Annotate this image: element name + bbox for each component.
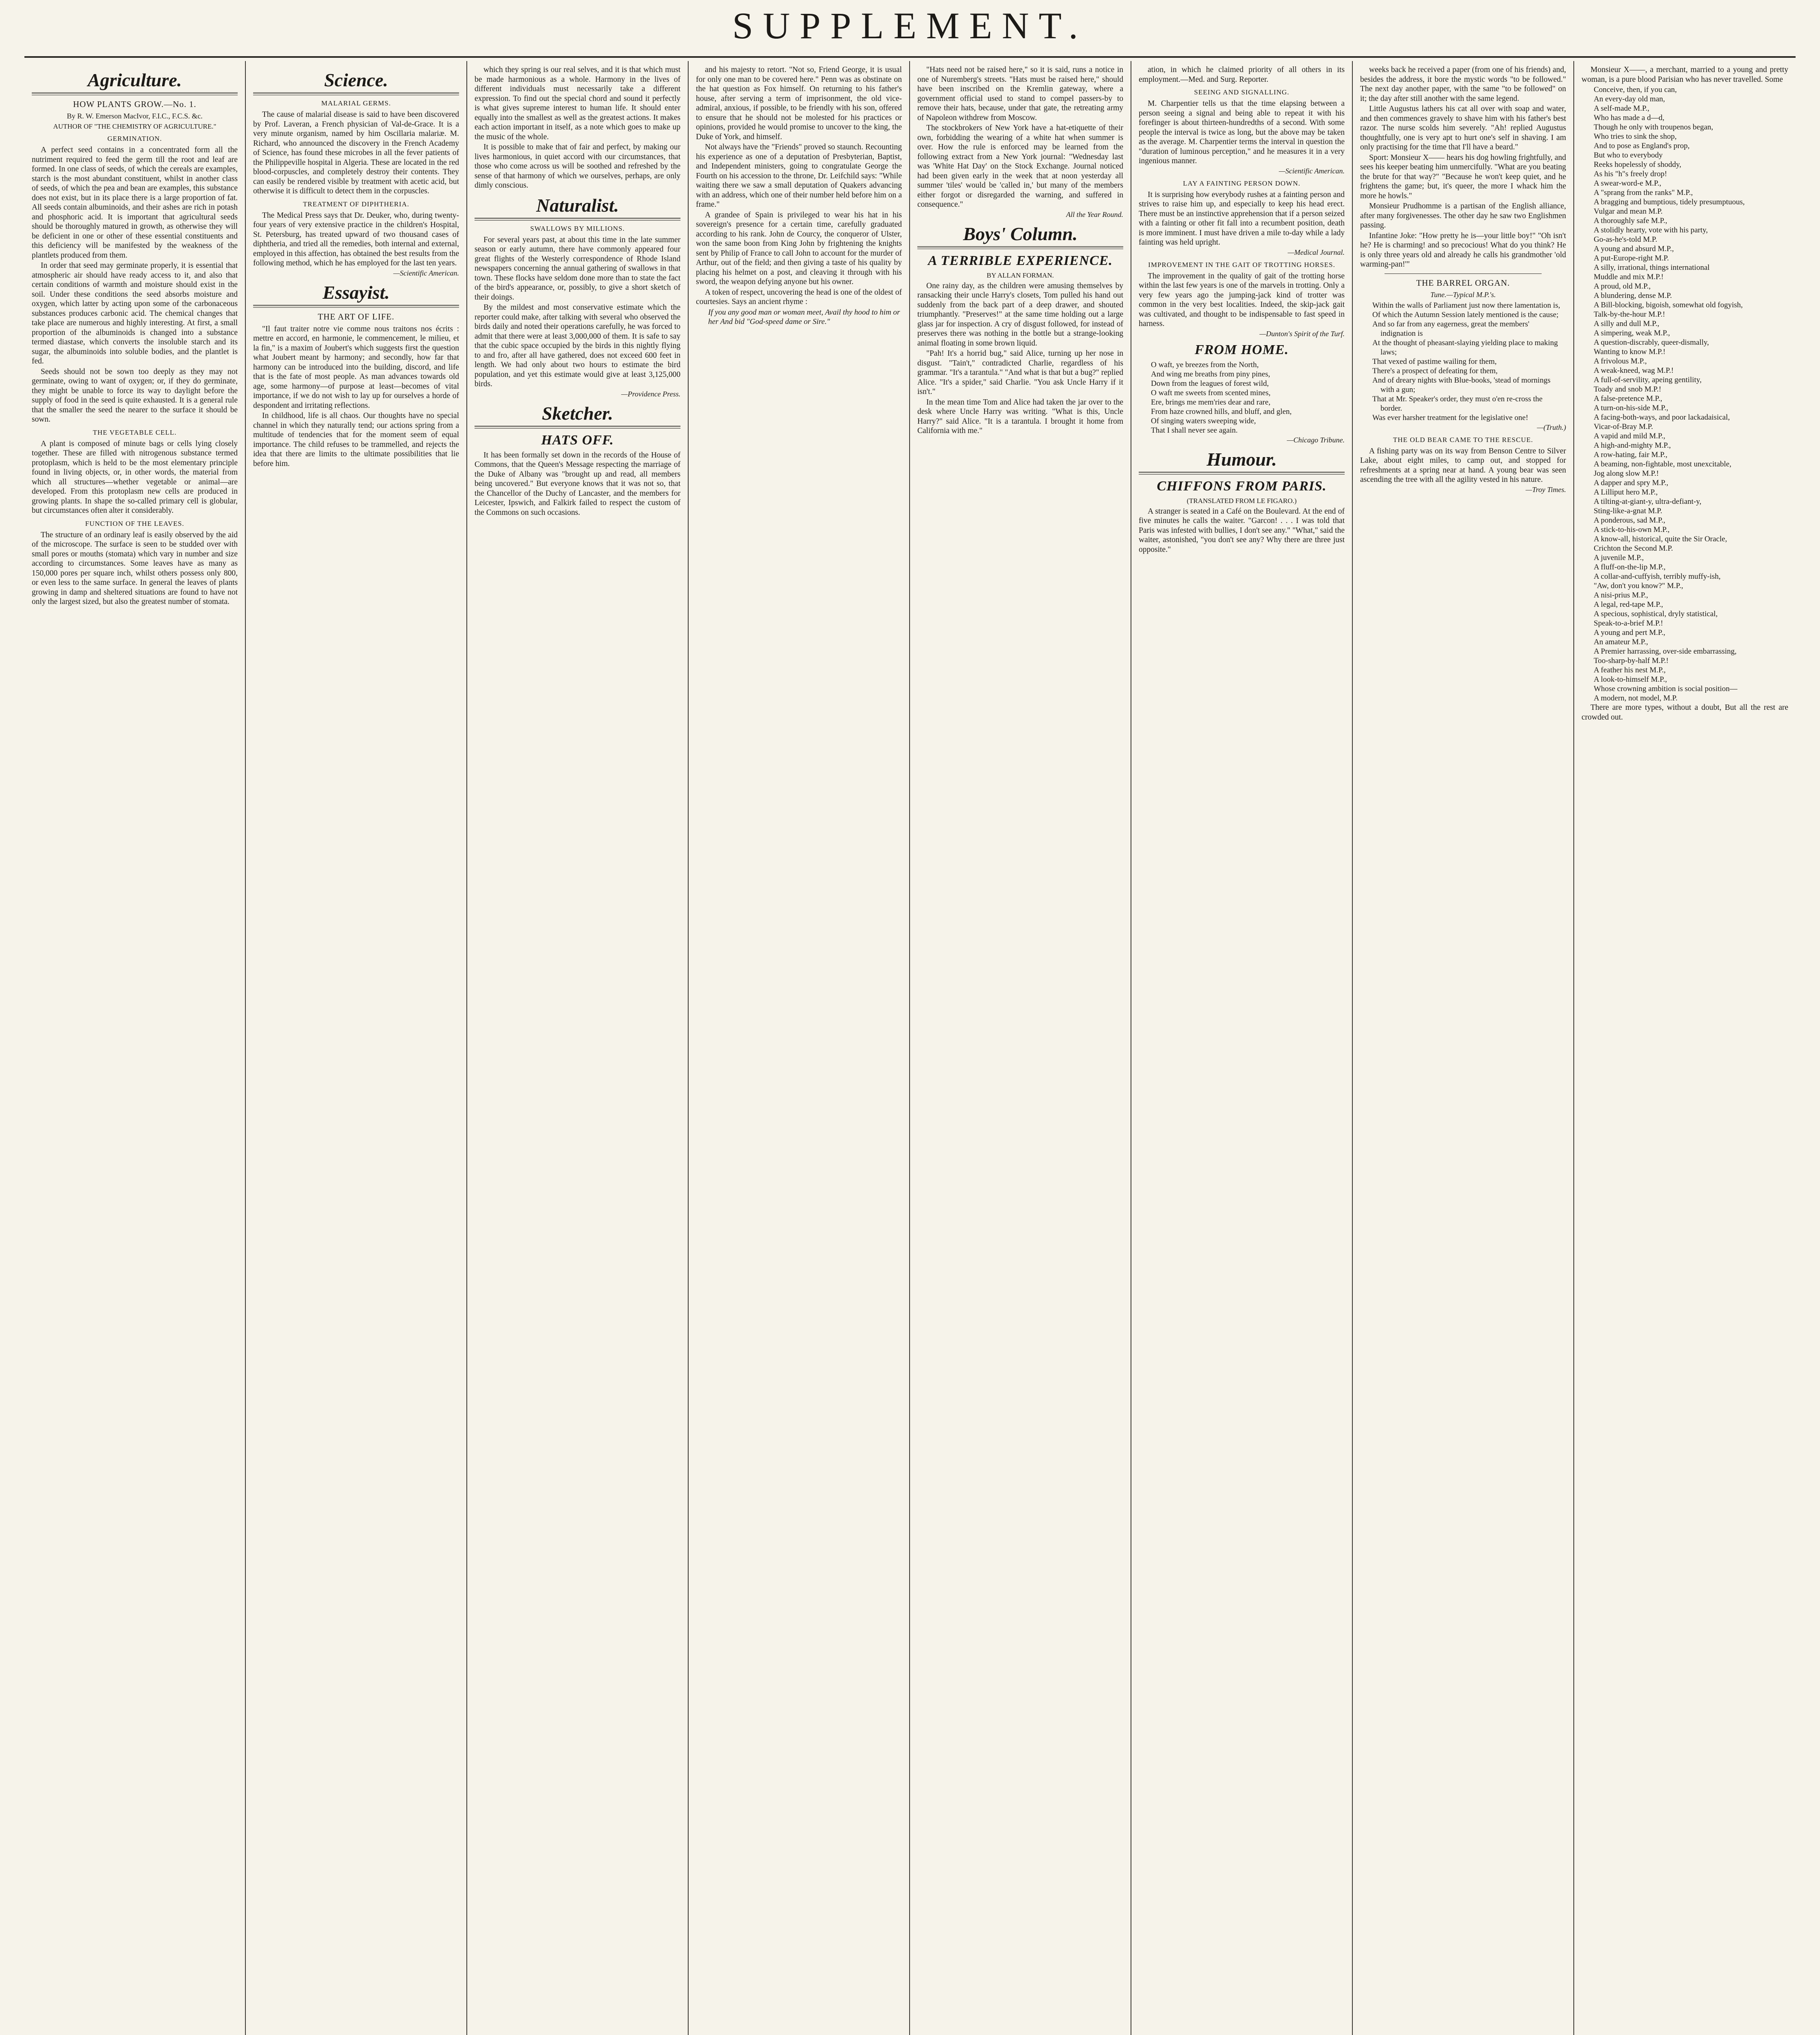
poem-line: And so far from any eagerness, great the members' indignation is [1372, 319, 1529, 338]
byline-author-note: AUTHOR OF "THE CHEMISTRY OF AGRICULTURE." [53, 123, 217, 130]
poem-line: A specious, sophistical, dryly statistical, [1594, 610, 1718, 618]
paragraph: For several years past, at about this time in the late summer season or early autumn, there have commonly appeared four great flights of the Westerly correspondence of Rhode Island newspapers concerning the annual gathering of swallows in that town. These flocks have seldom done more than to state the fact of the bird's appearance, or, possibly, to give a short sketch of their doings. [475, 235, 680, 302]
poem-title: FROM HOME. [1194, 342, 1289, 357]
poem-line: Talk-by-the-hour M.P.! [1594, 310, 1665, 319]
poem-line: A thoroughly safe M.P., [1594, 217, 1667, 225]
paragraph: In the mean time Tom and Alice had taken the jar over to the desk where Uncle Harry was writing. "What is this, Uncle Harry?" said Alice. "It is a tarantula. I brought it home from California with me." [917, 398, 1123, 435]
paragraph: A plant is composed of minute bags or cells lying closely together. These are filled with nitrogenous substance termed protoplasm, which is held to be the most elementary principle found in living objects, or, in other words, the material from which all structures—whether vegetable or animal—are developed. From this protoplasm new cells are produced in growing plants. In shape the so-called primary cell is globular, but circumstances often alter it considerably. [32, 439, 238, 515]
poem-line: Of singing waters sweeping wide, [1151, 416, 1256, 425]
article-body [253, 211, 459, 268]
poem-line: A facing-both-ways, and poor lackadaisical, [1594, 413, 1730, 422]
masthead [24, 0, 1796, 61]
article-body [1360, 65, 1566, 269]
source-credit: —Scientific American. [1279, 166, 1345, 175]
poem-line: A stick-to-his-own M.P., [1594, 525, 1670, 534]
paragraph: The Medical Press says that Dr. Deuker, who, during twenty-four years of very extensive practice in the children's Hospital, St. Petersburg, has treated upward of two thousand cases of diphtheria, and tried all the remedies, both internal and external, employed in this affection, has obtained the best results from the following method, which he has employed for the last ten years. [253, 211, 459, 267]
poem-line: A simpering, weak M.P., [1594, 329, 1670, 337]
poem-line: A beaming, non-fightable, most unexcitable, [1594, 460, 1732, 468]
poem-line: A stolidly hearty, vote with his party, [1594, 226, 1708, 234]
poem-line: A look-to-himself M.P., [1594, 675, 1667, 684]
byline: BY ALLAN FORMAN. [987, 271, 1054, 279]
poem-line: A question-discrably, queer-dismally, [1594, 338, 1709, 347]
article-body [32, 439, 238, 516]
poem-line: Who has made a d—d, [1594, 114, 1665, 122]
poem-line: An amateur M.P., [1594, 638, 1648, 646]
poem-line: A legal, red-tape M.P., [1594, 600, 1663, 609]
subheading: SEEING AND SIGNALLING. [1194, 88, 1289, 96]
article-title: HOW PLANTS GROW.—No. 1. [73, 99, 197, 109]
article-body [1360, 446, 1566, 485]
poem-line: Though he only with troupenos began, [1594, 123, 1713, 131]
section-rule [1139, 472, 1345, 475]
paragraph: A perfect seed contains in a concentrated form all the nutriment required to feed the germ till the root and leaf are formed. In one class of seeds, of which the cereals are examples, starch is the most abundant constituent, whilst in another class of seeds, of which the pea and bean are examples, this substance does not exist, but in its place there is a large proportion of fat. All seeds contain albuminoids, and their ashes are rich in potash and phosphoric acid. It is important that agricultural seeds should be thoroughly matured in growth, as otherwise they will be deficient in one or other of these essential constituents and this deficiency will be manifested by the weakness of the plantlets produced from them. [32, 146, 238, 260]
section-heading-science: Science. [324, 70, 388, 90]
subheading: GERMINATION. [107, 135, 162, 142]
poem-line: Too-sharp-by-half M.P.! [1594, 656, 1669, 665]
column-5 [910, 61, 1131, 2035]
tune-note: Tune.—Typical M.P.'s. [1430, 290, 1496, 299]
poem-line: A false-pretence M.P., [1594, 394, 1662, 403]
source-credit: —Chicago Tribune. [1286, 435, 1345, 444]
poem-line: A young and absurd M.P., [1594, 245, 1674, 253]
section-rule [475, 218, 680, 221]
paragraph: It is possible to make that of fair and perfect, by making our lives harmonious, in quiet accord with our circumstances, that those who come across us will be soothed and refreshed by the sense of that harmony of which we ourselves, perhaps, are only dimly conscious. [475, 143, 680, 190]
poem-line: Jog along slow M.P.! [1594, 469, 1659, 478]
paragraph: which they spring is our real selves, and it is that which must be made harmonious as a whole. Harmony in the lives of different individuals must necessarily take a different expression. To find out the special chord and sound it perfectly is what gives supreme interest to human life. It should enter equally into the smallest as well as the greatest actions. It makes each action important in itself, as a note which goes to make up the music of the whole. [475, 66, 680, 141]
poem-line: Down from the leagues of forest wild, [1151, 379, 1269, 388]
poem-line: There's a prospect of defeating for them, [1372, 366, 1498, 375]
poem-line: A vapid and mild M.P., [1594, 432, 1665, 440]
byline: By R. W. Emerson MacIvor, F.I.C., F.C.S. &c. [67, 112, 203, 120]
column-2 [246, 61, 467, 2035]
paragraph: One rainy day, as the children were amusing themselves by ransacking their uncle Harry's closets, Tom pulled his hand out suddenly from the back part of a deep drawer, and shouted triumphantly. "Preserves!" at the same time holding out a large glass jar for inspection. A cry of disgust followed, for instead of preserves there was nothing in the bottle but a strange-looking animal floating in some brown liquid. [917, 281, 1123, 348]
poem-line: But who to everybody [1594, 151, 1663, 160]
article-body [475, 65, 680, 190]
poem-line: A proud, old M.P., [1594, 282, 1651, 291]
poem-line: Speak-to-a-brief M.P.! [1594, 619, 1663, 628]
poem-line: A put-Europe-right M.P. [1594, 254, 1669, 263]
paragraph: "Il faut traiter notre vie comme nous traitons nos écrits : mettre en accord, en harmonie, le commencement, le milieu, et la fin," is a maxim of Joubert's which suggests first the question what Joubert meant by harmony; and secondly, how far that harmony can be introduced into the building, discord, and life that is the fate of most people. As man advances towards old age, some harmony—of purpose at least—becomes of vital importance, if we do not wish to lay up for ourselves a horde of despondent and irritating reflections. [253, 324, 459, 410]
poem-title: THE BARREL ORGAN. [1416, 278, 1510, 288]
paragraph: It is surprising how everybody rushes at a fainting person and strives to raise him up, and especially to keep his head erect. There must be an instinctive apprehension that if a person seized with a fainting or other fit fall into a recumbent position, death is more imminent. I must have driven a mile to-day while a lady fainting was held upright. [1139, 190, 1345, 247]
source-credit: —Medical Journal. [1288, 248, 1345, 256]
paragraph: It has been formally set down in the records of the House of Commons, that the Queen's Message respecting the marriage of the Duke of Albany was "brought up and read, all members being uncovered." But everyone knows that it was not so, that the Chancellor of the Duchy of Lancaster, and the members for Leicester, Ipswich, and Falkirk failed to respect the custom of the Commons on such occasions. [475, 451, 680, 517]
poem-line: That I shall never see again. [1151, 426, 1238, 435]
source-credit: —Troy Times. [1525, 485, 1566, 494]
paragraph: A token of respect, uncovering the head is one of the oldest of courtesies. Says an ancient rhyme : [696, 288, 902, 306]
poem-line: A fluff-on-the-lip M.P., [1594, 563, 1666, 571]
section-heading-humour: Humour. [1206, 449, 1277, 470]
poem [1360, 301, 1566, 422]
poem-line: A bragging and bumptious, tidely presumptuous, [1594, 198, 1745, 206]
poem-line: Vicar-of-Bray M.P. [1594, 422, 1653, 431]
paragraph: Sport: Monsieur X—— hears his dog howling frightfully, and sees his keeper beating him unmercifully. "What are you beating the brute for that way?" "Because he won't keep quiet, and he frightens the game; but, it's queer, the more I whack him the more he howls." [1360, 153, 1566, 200]
section-heading-agriculture: Agriculture. [88, 70, 182, 90]
paragraph: Infantine Joke: "How pretty he is—your little boy!" "Oh isn't he? He is charming! and so precocious! What do you think? He is only three years old and already he calls his grandmother 'old warming-pan!'" [1360, 231, 1566, 269]
poem-line: A Lilliput hero M.P., [1594, 488, 1658, 497]
paragraph: Seeds should not be sown too deeply as they may not germinate, owing to want of oxygen; or, if they do germinate, they might be unable to force its way to daylight before the supply of food in the seed is quite exhausted. It is a general rule that the smaller the seed the nearer to the surface it should be sown. [32, 367, 238, 424]
section-rule [253, 92, 459, 95]
column-6 [1131, 61, 1353, 2035]
article-title: HATS OFF. [541, 432, 614, 448]
poem-line: A Premier harrassing, over-side embarrassing, [1594, 647, 1737, 656]
poem-line: "Aw, don't you know?" M.P., [1594, 582, 1683, 590]
verse-quote: If you any good man or woman meet, Avail thy hood to him or her And bid "God-speed dame or Sire." [708, 308, 900, 326]
poem-line: A frivolous M.P., [1594, 357, 1647, 365]
source-credit: —Dunton's Spirit of the Turf. [1259, 329, 1345, 338]
article-body [1139, 99, 1345, 166]
section-rule [475, 426, 680, 429]
poem-line: A Bill-blocking, bigoish, somewhat old fogyish, [1594, 301, 1743, 309]
section-heading-essayist: Essayist. [322, 282, 390, 303]
section-rule [32, 92, 238, 95]
section-heading-boys-column: Boys' Column. [963, 223, 1078, 244]
article-title: CHIFFONS FROM PARIS. [1157, 478, 1327, 494]
poem-line: A feather his nest M.P., [1594, 666, 1666, 674]
poem-line: A dapper and spry M.P., [1594, 479, 1669, 487]
paragraph: The stockbrokers of New York have a hat-etiquette of their own, forbidding the wearing of a white hat when summer is over. How the rule is enforced may be learned from the following extract from a New York journal: "Wednesday last was 'White Hat Day' on the Stock Exchange. Journal noticed had been given early in the week that at noon yesterday all summer 'tiles' would be 'called in,' but many of the members either forgot or disregarded the warning, and suffered in consequence." [917, 124, 1123, 209]
poem-line: Whose crowning ambition is social position— [1594, 685, 1738, 693]
paragraph: The improvement in the quality of gait of the trotting horse within the last few years is one of the marvels in trotting. Only a very few years ago the jumping-jack kind of trotter was common in the very best localities. Indeed, the skip-jack gait was cultivated, and thought to be indispensable to fast speed in harness. [1139, 271, 1345, 328]
article-body [1139, 65, 1345, 84]
subheading: THE OLD BEAR CAME TO THE RESCUE. [1393, 435, 1533, 444]
poem-line: A young and pert M.P., [1594, 628, 1665, 637]
article-body [253, 110, 459, 196]
poem-line: Was ever harsher treatment for the legislative one! [1372, 413, 1529, 422]
poem-line: A modern, not model, M.P. [1594, 694, 1678, 702]
poem-line: Vulgar and mean M.P. [1594, 207, 1663, 216]
subheading: IMPROVEMENT IN THE GAIT OF TROTTING HORSES. [1148, 260, 1335, 269]
poem-line: Conceive, then, if you can, [1594, 85, 1677, 94]
poem-line: And to pose as England's prop, [1594, 142, 1690, 150]
paragraph: weeks back he received a paper (from one of his friends) and, besides the address, it bore the mystic words "to be followed." The next day another paper, with the same "to be followed" on it; the day after still another with the same legend. [1360, 66, 1566, 103]
poem [1582, 85, 1788, 703]
paragraph: ation, in which he claimed priority of all others in its employment.—Med. and Surg. Reporter. [1139, 66, 1345, 84]
paragraph: The structure of an ordinary leaf is easily observed by the aid of the microscope. The surface is seen to be studded over with small pores or mouths (stomata) which vary in number and size according to circumstances. Some leaves have as many as 150,000 pores per square inch, whilst others possess only 800, or even less to the same surface. In general the leaves of plants growing in damp and sheltered situations are found to have not only the largest sized, but also the greatest number of stomata. [32, 530, 238, 606]
paragraph: In childhood, life is all chaos. Our thoughts have no special channel in which they naturally tend; our actions spring from a multitude of tendencies that for the moment seem of equal importance. The child refuses to be trammelled, and rejects the idea that there are limits to the ultimate possibilities that lie before him. [253, 411, 459, 468]
poem-line: A "sprang from the ranks" M.P., [1594, 188, 1693, 197]
poem-line: Crichton the Second M.P. [1594, 544, 1673, 553]
source-credit: All the Year Round. [1066, 210, 1123, 219]
poem-line: Toady and snob M.P.! [1594, 385, 1661, 394]
poem-line: A full-of-servility, apeing gentility, [1594, 376, 1702, 384]
poem-line: Reeks hopelessly of shoddy, [1594, 160, 1682, 169]
article-body [475, 235, 680, 389]
article-body [1139, 507, 1345, 555]
poem-line: Sting-like-a-gnat M.P. [1594, 507, 1662, 515]
paragraph: A grandee of Spain is privileged to wear his hat in his sovereign's presence for a certain time, carefully graduated according to his rank. John de Courcy, the conqueror of Ulster, won the same boon from King John by frightening the knights sent by Philip of France to call John to account for the murder of Arthur, out of the field; and then giving a taste of his quality by placing his helmet on a post, and cleaving it through with his sword, the weapon defying anyone but his owner. [696, 210, 902, 286]
poem-line: An every-day old man, [1594, 95, 1665, 103]
subheading: THE VEGETABLE CELL. [93, 428, 177, 436]
poem-line: And of dreary nights with Blue-books, 'stead of mornings with a gun; [1372, 376, 1551, 394]
article-title: A TERRIBLE EXPERIENCE. [928, 253, 1113, 268]
poem-line: A weak-kneed, wag M.P.! [1594, 366, 1674, 375]
poem-line: Go-as-he's-told M.P. [1594, 235, 1657, 244]
section-heading-naturalist: Naturalist. [536, 195, 619, 216]
paragraph: M. Charpentier tells us that the time elapsing between a person seeing a signal and being able to repeat it with his forefinger is about thirteen-hundredths of a second. With some people the interval is twice as long, but the above may be taken as the average. M. Charpentier terms the interval in question the "duration of luminous perception," and he measures it in a very ingenious manner. [1139, 99, 1345, 165]
article-body [917, 281, 1123, 436]
poem-line: A blundering, dense M.P. [1594, 291, 1672, 300]
column-4 [689, 61, 910, 2035]
paragraph: "Pah! It's a horrid bug," said Alice, turning up her nose in disgust. "Tain't," contradicted Charlie, regardless of his grammar. "It's a tarantula." "And what is that but a bug?" replied Alice. "It's a spider," said Charlie. "You ask Uncle Harry if it isn't." [917, 349, 1123, 396]
poem-line: That at Mr. Speaker's order, they must o'en re-cross the border. [1372, 394, 1543, 413]
poem-line: Muddle and mix M.P.! [1594, 273, 1664, 281]
poem-line: That vexed of pastime wailing for them, [1372, 357, 1497, 366]
poem-line: A ponderous, sad M.P., [1594, 516, 1665, 525]
article-body [32, 145, 238, 425]
poem-line: A turn-on-his-side M.P., [1594, 404, 1669, 412]
paragraph: and his majesty to retort. "Not so, Friend George, it is usual for only one man to be covered here." Penn was as obstinate on the hat question as Fox himself. On returning to his father's house, after serving a term of imprisonment, the old vice-admiral, anxious, if possible, to be friendly with his son, offered to ensure that he should not be molested for his practices or opinions, provided he would promise to uncover to the king, the Duke of York, and himself. [696, 66, 902, 141]
poem-line: A row-hating, fair M.P., [1594, 451, 1668, 459]
poem-line: A high-and-mighty M.P., [1594, 441, 1671, 450]
poem-line: O waft me sweets from scented mines, [1151, 388, 1271, 397]
subheading: LAY A FAINTING PERSON DOWN. [1183, 179, 1301, 187]
article-body [32, 530, 238, 607]
article-body [696, 65, 902, 307]
column-7 [1353, 61, 1574, 2035]
poem-line: A swear-word-e M.P., [1594, 179, 1661, 188]
article-body [475, 451, 680, 518]
paragraph: A fishing party was on its way from Benson Centre to Silver Lake, about eight miles, to camp out, and stopped for refreshments at a spring near at hand. A young bear was seen ascending the tree with all the agility vested in his nature. [1360, 446, 1566, 484]
section-heading-sketcher: Sketcher. [542, 403, 613, 424]
paragraph: The cause of malarial disease is said to have been discovered by Prof. Laveran, a French physician of Val-de-Grace. It is a very minute organism, named by him Oscillaria malariæ. M. Richard, who announced the discovery in the French Academy of Science, has found these microbes in all the fever patients of the Philippeville hospital in Algeria. These are located in the red blood-corpuscles, and completely destroy their contents. They can easily be rendered visible by treatment with acetic acid, but otherwise it is difficult to detect them in the corpuscles. [253, 110, 459, 195]
translation-note: (TRANSLATED FROM LE FIGARO.) [1186, 497, 1297, 505]
paragraph: A stranger is seated in a Café on the Boulevard. At the end of five minutes he calls the waiter. "Garcon! . . . I was told that Paris was infested with bullies, I don't see any." "What," said the waiter, astonished, "you don't see any? Why there are three just opposite." [1139, 507, 1345, 554]
poem-line: A silly, irrational, things international [1594, 263, 1710, 272]
poem-line: Ere, brings me mem'ries dear and rare, [1151, 398, 1271, 407]
article-body [1139, 190, 1345, 247]
poem-line: Who tries to sink the shop, [1594, 132, 1677, 141]
section-rule [253, 305, 459, 308]
poem-line: And wing me breaths from piny pines, [1151, 370, 1270, 379]
poem-line: A nisi-prius M.P., [1594, 591, 1648, 600]
column-8 [1574, 61, 1796, 2035]
poem-line: As his "h"s freely drop! [1594, 170, 1667, 178]
poem-line: A tilting-at-giant-y, ultra-defiant-y, [1594, 497, 1702, 506]
subheading: FUNCTION OF THE LEAVES. [85, 519, 184, 527]
paragraph: Not always have the "Friends" proved so staunch. Recounting his experience as one of a deputation of Presbyterian, Baptist, and Independent ministers, going to congratulate George the Fourth on his accession to the throne, Dr. Leifchild says: "While waiting there we saw a small deputation of Quakers advancing with an address, which one of their number held before him on a frame." [696, 143, 902, 209]
paragraph: Little Augustus lathers his cat all over with soap and water, and then commences gravely to shave him with his father's best razor. The nurse scolds him severely. "Ah! replied Augustus thoughtfully, one is very apt to hurt one's self in shaving. I am only practising for the time that I'll have a beard." [1360, 105, 1566, 151]
paragraph: There are more types, without a doubt, But all the rest are crowded out. [1582, 703, 1788, 722]
section-rule [917, 246, 1123, 249]
article-body [1139, 271, 1345, 329]
article-title: SWALLOWS BY MILLIONS. [530, 224, 625, 232]
article-body [917, 65, 1123, 210]
paragraph: In order that seed may germinate properly, it is essential that atmospheric air should have ready access to it, and also that certain conditions of warmth and moisture should exist in the soil. Under these conditions the seed absorbs moisture and oxygen, which latter by acting upon some of the carbonaceous substances produces carbonic acid. The chemical changes that take place are numerous and highly interesting. At first, a small proportion of the albuminoids is changed into a substance termed diastase, which converts the insoluble starch and its sugar, the albuminoids into soluble bodies, and the plantlet is fed. [32, 261, 238, 365]
column-3 [467, 61, 689, 2035]
poem-line: A silly and dull M.P., [1594, 319, 1659, 328]
source-credit: —(Truth.) [1537, 423, 1566, 431]
subheading: TREATMENT OF DIPHTHERIA. [303, 200, 409, 208]
poem [1139, 360, 1345, 435]
paragraph: Monsieur Prudhomme is a partisan of the English alliance, after many forgivenesses. The other day he saw two Englishmen passing. [1360, 202, 1566, 230]
poem-line: Within the walls of Parliament just now there lamentation is, [1372, 301, 1560, 310]
subheading: MALARIAL GERMS. [321, 99, 391, 107]
poem-line: A self-made M.P., [1594, 104, 1649, 113]
poem-line: From haze crowned hills, and bluff, and glen, [1151, 407, 1292, 416]
poem-line: A juvenile M.P., [1594, 554, 1644, 562]
source-credit: —Scientific American. [393, 269, 459, 277]
paragraph: By the mildest and most conservative estimate which the reporter could make, after talking with several who observed the birds daily and noted their operations carefully, he was forced to admit that there were at least 3,000,000 of them. It is safe to say that the cubic space occupied by the birds in this nightly flying to and fro, after all have gathered, does not exceed 600 feet in length. We had only about two hours to estimate the bird population, and yet this estimate would give at least 3,125,000 birds. [475, 303, 680, 388]
paragraph: Monsieur X——, a merchant, married to a young and pretty woman, is a pure blood Parisian who has never travelled. Some [1582, 66, 1788, 84]
column-1 [24, 61, 246, 2035]
masthead-rule [24, 56, 1796, 58]
masthead-title: SUPPLEMENT. [732, 5, 1088, 46]
poem-line: Wanting to know M.P.! [1594, 348, 1666, 356]
article-title: THE ART OF LIFE. [317, 311, 395, 322]
poem-line: O waft, ye breezes from the North, [1151, 360, 1259, 369]
paragraph: "Hats need not be raised here," so it is said, runs a notice in one of Nuremberg's streets. "Hats must be raised here," should have been inscribed on the Kremlin gateway, where a government official used to stand to compel passers-by to remove their hats, because, under that gate, the retreating army of Napoleon withdrew from Moscow. [917, 66, 1123, 122]
columns [24, 61, 1796, 2035]
article-body [1582, 65, 1788, 84]
article-body [1582, 703, 1788, 722]
poem-line: Of which the Autumn Session lately mentioned is the cause; [1372, 310, 1559, 319]
poem-line: A collar-and-cuffyish, terribly muffy-ish, [1594, 572, 1721, 581]
poem-line: A know-all, historical, quite the Sir Oracle, [1594, 535, 1727, 543]
poem-line: At the thought of pheasant-slaying yielding place to making laws; [1372, 338, 1558, 357]
article-body [253, 324, 459, 469]
source-credit: —Providence Press. [621, 389, 680, 398]
